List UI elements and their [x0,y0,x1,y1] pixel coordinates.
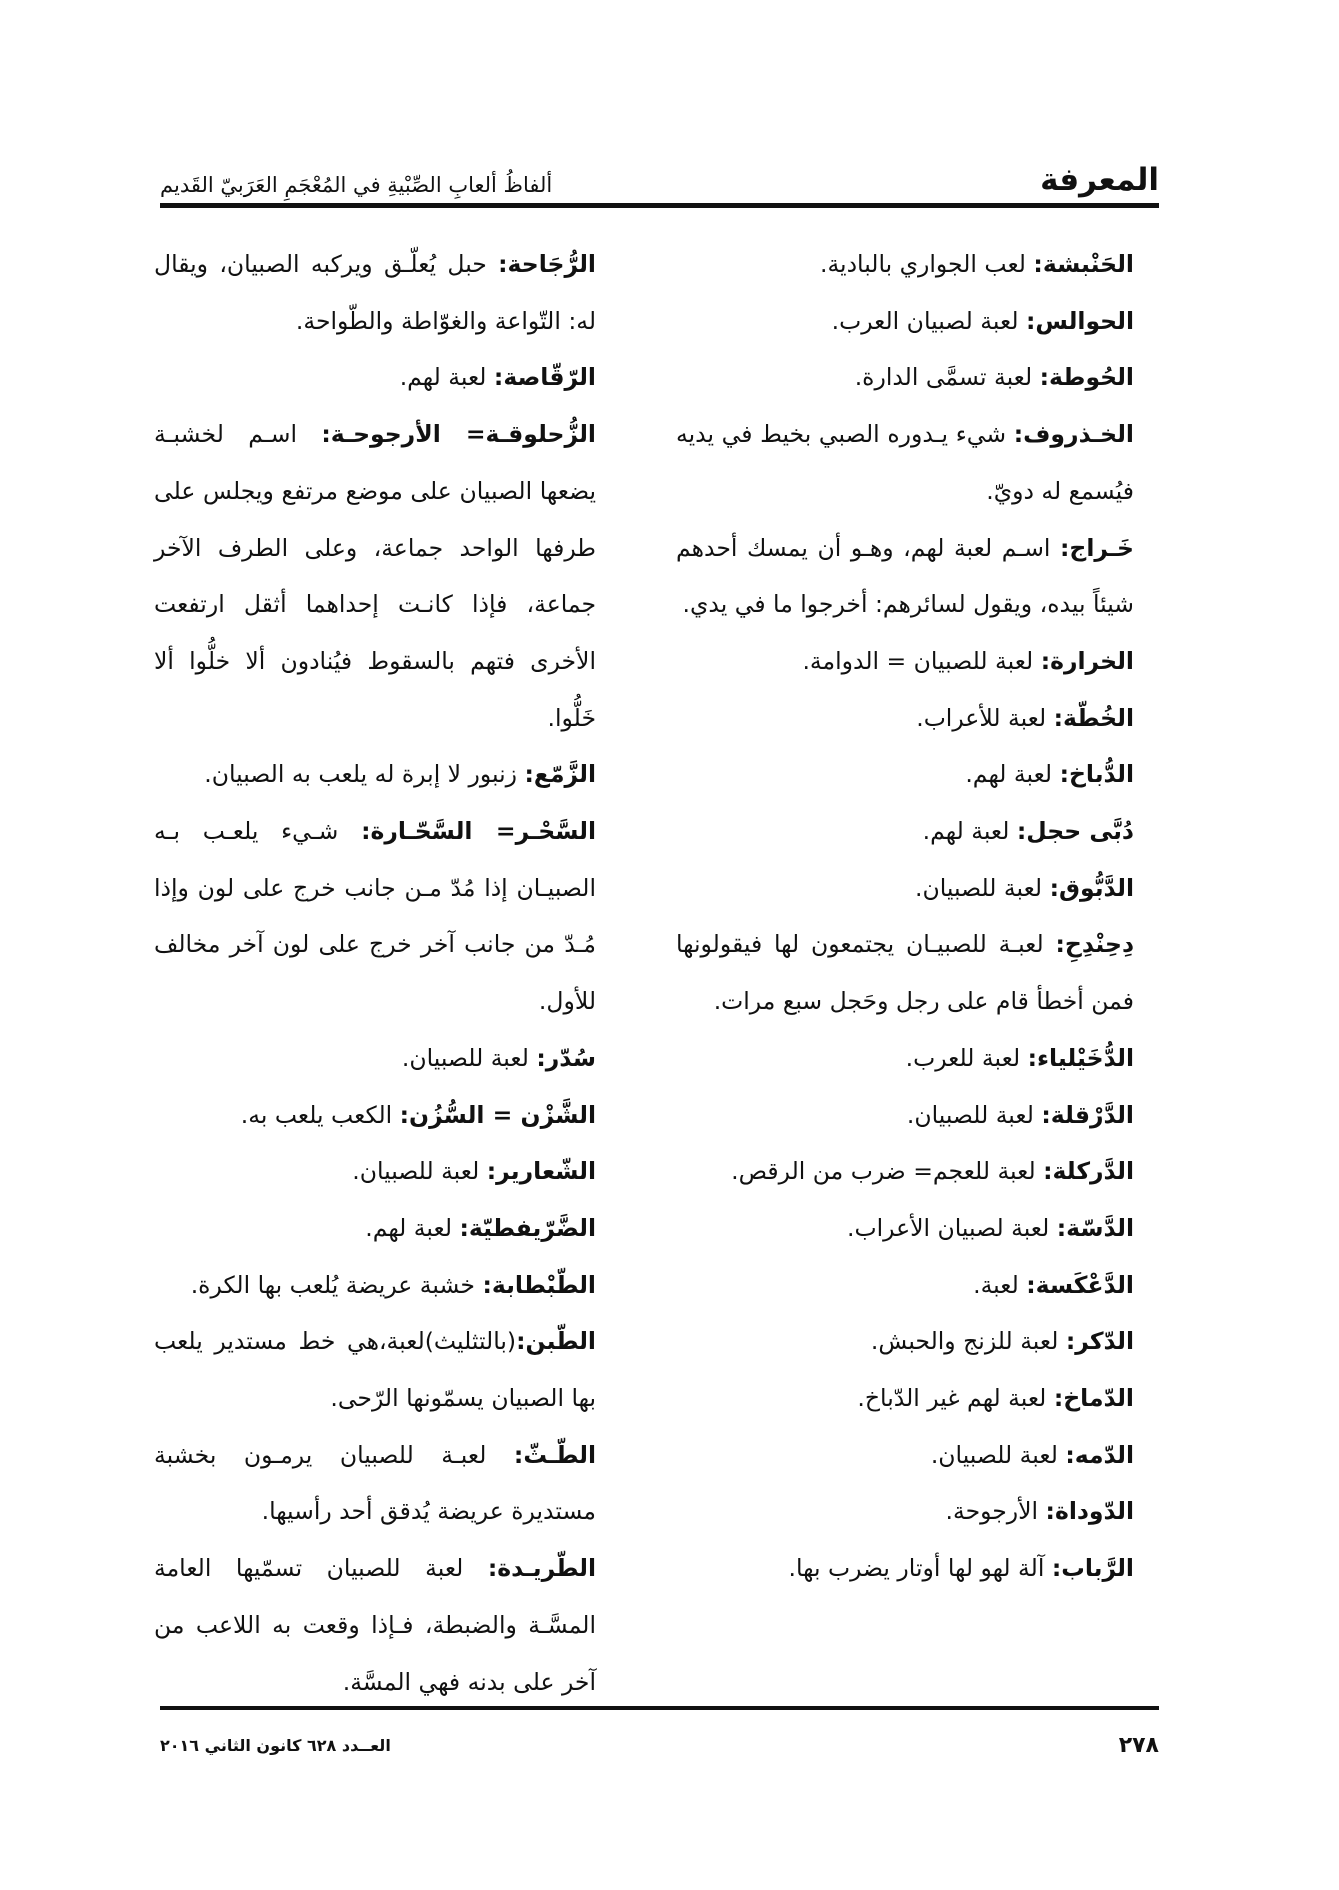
entry-term: الدَّبُّوق: [1049,873,1134,902]
footer-rule [160,1706,1159,1710]
entry-term: الضَّرّيفطيّة: [459,1213,596,1242]
entry-definition: لعبة للصبيان. [352,1157,487,1186]
entry-term: دِحِنْدِحِ: [1055,930,1134,959]
page-number: ٢٧٨ [1118,1732,1159,1758]
entry [154,1257,620,1314]
entry [676,293,1158,350]
entry-term: الدَّركلة: [1043,1157,1134,1186]
entry-definition: لعبة لصبيان الأعراب. [847,1213,1057,1242]
entry-definition: لعبة. [973,1270,1027,1299]
page-footer [160,1730,1159,1760]
entry-term: الدّماخ: [1053,1384,1134,1413]
entry [154,803,620,1030]
entry-term: الحوالس: [1025,306,1134,335]
entry-definition: الأرجوحة. [945,1497,1046,1526]
entry [676,349,1158,406]
entry [676,1540,1158,1597]
entry-definition: لعبة للأعراب. [916,703,1054,732]
entry-definition: (بالتثليث)لعبة،هي خط مستدير يلعب بها الصبيان يسمّونها الرّحى. [154,1327,596,1413]
entry-term: الخـذروف: [1013,420,1134,449]
entry-term: الحَنْبشة: [1033,250,1134,278]
entry [676,1313,1158,1370]
entry-definition: لعبة للعرب. [905,1043,1028,1072]
entry-definition: لعبة لهم. [922,817,1017,846]
entry [676,1483,1158,1540]
entry [676,633,1158,690]
entry-term: الدُّباخ: [1059,760,1134,789]
entry-term: الدَّرْقلة: [1041,1100,1134,1129]
entry [676,406,1158,519]
running-title: ألفاظُ ألعابِ الصِّبْيةِ في المُعْجَمِ العَرَبيّ القَديم [160,173,553,197]
entry-definition: لعبة لهم. [365,1213,460,1242]
entry-term: الخُطّة: [1053,703,1134,732]
entry-definition: اسـم لخشبـة يضعها الصبيان على موضع مرتفع ويجلس على طرفها الواحد جماعة، وعلى الطرف الآخر جماعة، فإذا كانـت إحداهما أثقل ارتفعت الأخرى فتهم بالسقوط فيُنادون ألا خلُّوا ألا خَلُّوا. [154,420,596,732]
entry-definition: لعبة للصبيان. [906,1100,1042,1129]
entry [676,1143,1158,1200]
entry [676,803,1158,860]
entry [676,1087,1158,1144]
entry [154,406,620,746]
entry [676,690,1158,747]
entry [676,1030,1158,1087]
entry [676,916,1158,1029]
entry-definition: حبل يُعلّـق ويركبه الصبيان، ويقال له: التّواعة والغوّاطة والطّواحة. [154,250,596,335]
entry-term: الطّـثّ: [513,1440,596,1469]
entry-definition: لعبة للصبيان. [930,1440,1066,1469]
entry-definition: لعبة تسمَّى الدارة. [854,363,1040,392]
entry-term: الرُّجَاحة: [498,250,596,278]
entry-definition: لعبة لهم. [965,760,1060,789]
entry-definition: لعب الجواري بالبادية. [819,250,1034,278]
entry-definition: خشبة عريضة يُلعب بها الكرة. [190,1270,483,1299]
entry-definition: لعبة لهم غير الدّباخ. [857,1384,1054,1413]
entry [676,1257,1158,1314]
entry-term: الدّوداة: [1045,1497,1134,1526]
entry [154,1087,620,1144]
entry-term: الدَّسّة: [1056,1213,1134,1242]
entry [676,860,1158,917]
entry [154,1540,620,1710]
entry-term: الرَّباب: [1051,1554,1134,1583]
entry [154,1030,620,1087]
entry-term: الطّبن: [516,1327,596,1356]
entry-term: الشَّزْن = السُّزُن: [399,1100,596,1129]
entry-term: الدُّخَيْلياء: [1027,1043,1134,1072]
entry-definition: لعبة للصبيان تسمّيها العامة المسَّـة والضبطة، فـإذا وقعت به اللاعب من آخر على بدنه فهي المسَّة. [154,1554,596,1696]
entry-definition: لعبة لهم. [399,363,494,392]
entry-term: الشّعارير: [486,1157,596,1186]
entry [676,1427,1158,1484]
entry-definition: لعبة للصبيان. [915,873,1050,902]
entry-term: الدّمه: [1065,1440,1134,1469]
entry-term: الرّقّاصة: [493,363,596,392]
entry-definition: لعبـة للصبيان يرمـون بخشبة مستديرة عريضة يُدقق أحد رأسيها. [154,1440,596,1526]
magazine-logo: المعرفة [1040,162,1159,198]
entry-definition: شـيء يلعـب بـه الصبيـان إذا مُدّ مـن جانب خرج على لون وإذا مُـدّ من جانب آخر خرج على لون آخر مخالف للأول. [154,817,596,1016]
entry-term: الزُّحلوقـة= الأرجوحـة: [321,420,596,449]
entry [676,236,1158,293]
entry [154,1143,620,1200]
entry [676,520,1158,633]
entry-term: السَّحْـر= السَّحّـارة: [361,817,597,846]
entry [676,1200,1158,1257]
entry [154,236,620,349]
entry [154,1427,620,1540]
entry-term: خَـراج: [1060,533,1134,562]
entry-term: الخرارة: [1040,646,1134,675]
entry-definition: لعبة للصبيان = الدوامة. [802,646,1041,675]
entry [154,349,620,406]
left-column [154,236,620,1710]
entry-definition: آلة لهو لها أوتار يضرب بها. [788,1554,1052,1583]
entry [154,746,620,803]
entry-definition: لعبة للعجم= ضرب من الرقص. [731,1157,1044,1186]
entry-definition: اسـم لعبة لهم، وهـو أن يمسك أحدهم شيئاً بيده، ويقول لسائرهم: أخرجوا ما في يدي. [676,533,1134,619]
entry-term: الحُوطة: [1039,363,1134,392]
entry-term: الطّبْطابة: [482,1270,596,1299]
right-column [676,236,1158,1597]
entry-term: الدَّعْكَسة: [1026,1270,1134,1299]
entry [676,1370,1158,1427]
entry-term: سُدّر: [536,1043,596,1072]
entry-definition: لعبـة للصبيـان يجتمعون لها فيقولونها فمن أخطأ قام على رجل وحَجل سبع مرات. [676,930,1134,1016]
header-rule [160,203,1159,208]
entry-definition: شيء يـدوره الصبي بخيط في يديه فيُسمع له دويّ. [676,420,1134,505]
entry-term: الطّريـدة: [487,1554,596,1583]
issue-label: العــدد ٦٢٨ كانون الثاني ٢٠١٦ [160,1735,391,1755]
entry-term: الزَّمّع: [524,760,596,789]
entry [154,1313,620,1426]
entry [676,746,1158,803]
entry [154,1200,620,1257]
entry-term: الدّكر: [1065,1327,1134,1356]
entry-term: دُبَّى حجل: [1016,817,1134,846]
entry-definition: الكعب يلعب به. [240,1100,400,1129]
entry-definition: لعبة للزنج والحبش. [870,1327,1066,1356]
entry-definition: زنبور لا إبرة له يلعب به الصبيان. [204,760,525,789]
entry-definition: لعبة للصبيان. [401,1043,537,1072]
page-header [160,150,1159,196]
entry-definition: لعبة لصبيان العرب. [831,306,1026,335]
